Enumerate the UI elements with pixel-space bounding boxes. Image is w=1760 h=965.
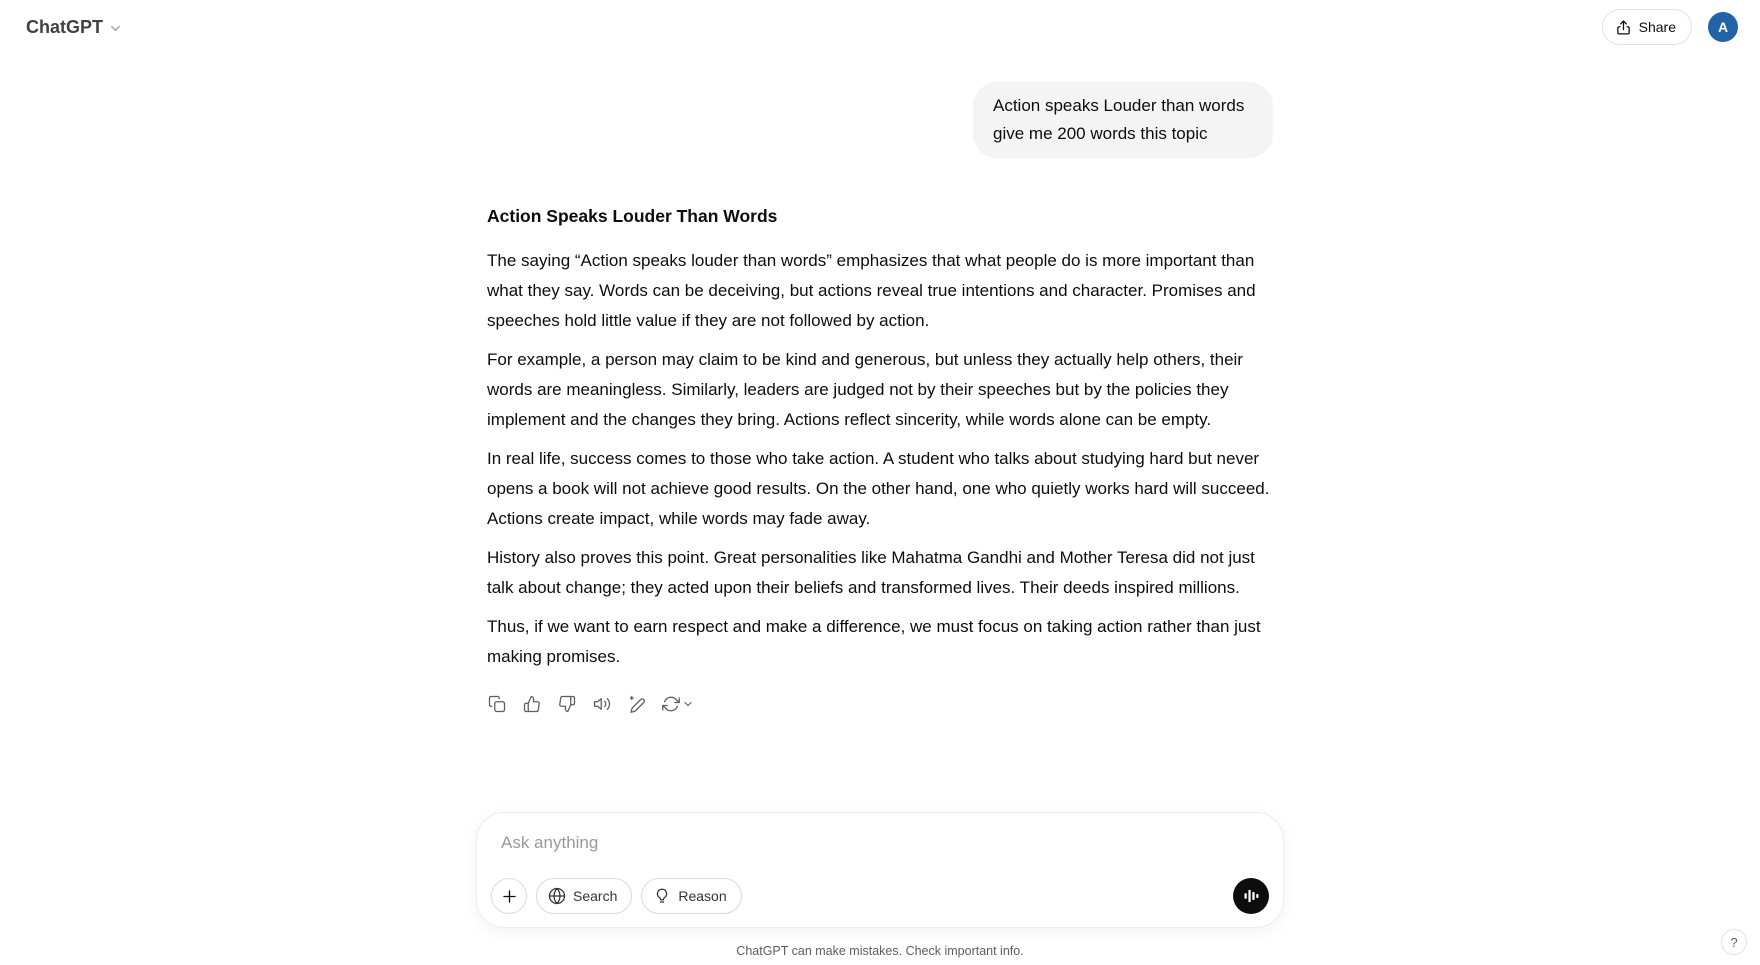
read-aloud-icon xyxy=(593,695,611,713)
search-button[interactable] xyxy=(536,878,632,914)
chat-column xyxy=(487,54,1273,719)
thumbs-down-icon xyxy=(558,695,576,713)
share-button-label: Share xyxy=(1638,19,1676,35)
edit-canvas-button[interactable] xyxy=(622,689,652,719)
share-icon xyxy=(1615,19,1632,36)
lightbulb-icon xyxy=(653,887,671,905)
header-right xyxy=(1602,9,1738,45)
read-aloud-button[interactable] xyxy=(587,689,617,719)
reason-button-label: Reason xyxy=(678,888,727,904)
regenerate-button[interactable] xyxy=(657,689,699,719)
assistant-paragraph: For example, a person may claim to be kind and generous, but unless they actually help others, their words are meaningless. Similarly, leaders are judged not by their speeches but by the policies they implement and the changes they bring. Actions reflect sincerity, while words alone can be empty. xyxy=(487,350,1243,429)
user-message-bubble: Action speaks Louder than words give me 200 words this topic xyxy=(973,82,1273,158)
reason-button[interactable] xyxy=(641,878,741,914)
thumbs-up-button[interactable] xyxy=(517,689,547,719)
assistant-paragraph: Thus, if we want to earn respect and make a difference, we must focus on taking action rather than just making promises. xyxy=(487,617,1261,666)
prompt-input[interactable] xyxy=(489,823,1271,867)
copy-icon xyxy=(488,695,506,713)
message-actions xyxy=(482,689,1273,719)
help-button[interactable] xyxy=(1721,929,1747,955)
edit-canvas-icon xyxy=(628,695,646,713)
copy-button[interactable] xyxy=(482,689,512,719)
assistant-message xyxy=(487,203,1273,719)
assistant-paragraph: History also proves this point. Great personalities like Mahatma Gandhi and Mother Teresa did not just talk about change; they acted upon their beliefs and transformed lives. Their deeds inspired millions. xyxy=(487,548,1255,597)
plus-icon xyxy=(500,887,519,906)
voice-mode-button[interactable] xyxy=(1233,878,1269,914)
chevron-down-icon xyxy=(682,698,694,710)
user-message-row xyxy=(487,82,1273,158)
composer xyxy=(476,812,1284,928)
model-switcher[interactable] xyxy=(18,10,131,45)
app-title: ChatGPT xyxy=(26,16,104,37)
thumbs-down-button[interactable] xyxy=(552,689,582,719)
search-button-label: Search xyxy=(573,888,618,904)
header xyxy=(0,0,1760,54)
attach-button[interactable] xyxy=(491,878,527,914)
share-button[interactable] xyxy=(1602,9,1692,45)
assistant-heading: Action Speaks Louder Than Words xyxy=(487,206,778,226)
composer-toolbar xyxy=(491,878,1269,914)
disclaimer-text: ChatGPT can make mistakes. Check important info. xyxy=(736,944,1024,958)
avatar-initial: A xyxy=(1717,19,1729,35)
assistant-paragraph: The saying “Action speaks louder than words” emphasizes that what people do is more important than what they say. Words can be deceiving, but actions reveal true intentions and character. Promises and speeches hold little value if they are not followed by action. xyxy=(487,251,1256,330)
chevron-down-icon xyxy=(108,21,123,36)
regenerate-icon xyxy=(662,695,680,713)
globe-icon xyxy=(548,887,566,905)
voice-waveform-icon xyxy=(1241,886,1261,906)
avatar[interactable] xyxy=(1708,12,1738,42)
assistant-paragraph: In real life, success comes to those who take action. A student who talks about studying hard but never opens a book will not achieve good results. On the other hand, one who quietly works hard will succeed. Actions create impact, while words may fade away. xyxy=(487,449,1270,528)
help-button-label: ? xyxy=(1730,934,1738,950)
thumbs-up-icon xyxy=(523,695,541,713)
